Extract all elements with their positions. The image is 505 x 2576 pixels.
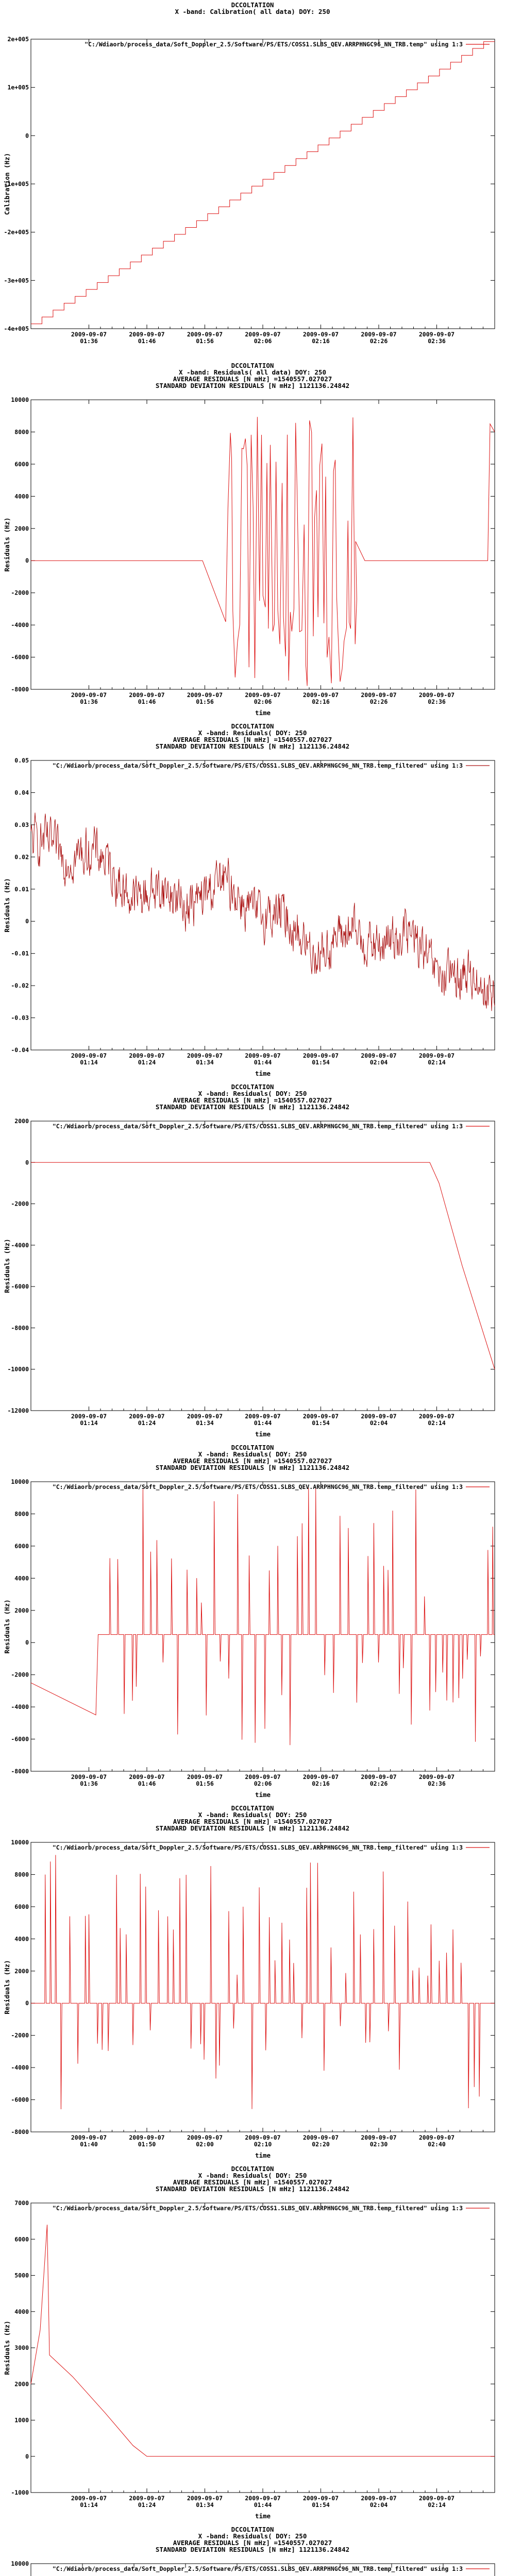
y-tick-label: 0 — [25, 1999, 29, 2007]
x-tick-label: 01:24 — [138, 2501, 156, 2509]
x-tick-label: 2009-09-07 — [129, 331, 165, 338]
x-tick-label: 02:06 — [254, 337, 272, 345]
x-tick-label: 02:36 — [428, 337, 446, 345]
plot-frame — [31, 400, 495, 689]
x-tick-label: 01:14 — [80, 1419, 98, 1427]
x-axis-label: time — [255, 2512, 271, 2520]
y-tick-label: 8000 — [14, 1510, 29, 1518]
x-tick-label: 02:06 — [254, 1780, 272, 1787]
x-tick-label: 2009-09-07 — [418, 2134, 455, 2141]
x-tick-label: 2009-09-07 — [302, 1773, 339, 1781]
y-tick-label: 0 — [25, 918, 29, 925]
y-tick-label: 2000 — [14, 1117, 29, 1125]
chart-title-line: X -band: Residuals( DOY: 250 — [198, 2172, 307, 2179]
x-tick-label: 01:44 — [254, 1419, 272, 1427]
x-tick-label: 2009-09-07 — [245, 2495, 281, 2502]
chart-title-line: DCCOLTATION — [231, 2526, 274, 2533]
legend-label: "C:/Wdiaorb/process_data/Soft_Doppler_2.5/Software/PS/ETS/COSS1.SLBS_QEV.ARRPHNGC96_NN_TRB.temp_filtered" using 1:3 — [52, 762, 463, 769]
y-tick-label: -1000 — [11, 2489, 29, 2496]
series-line — [31, 417, 495, 686]
chart-title-line: AVERAGE RESIDUALS [N mHz] =1540557.027027 — [173, 2178, 332, 2186]
y-tick-label: -8000 — [11, 1768, 29, 1775]
x-tick-label: 2009-09-07 — [418, 1773, 455, 1781]
chart-svg-8 — [0, 2524, 505, 2576]
x-tick-label: 01:56 — [196, 698, 214, 705]
chart-panel-7 — [0, 2164, 505, 2524]
x-tick-label: 2009-09-07 — [129, 2134, 165, 2141]
y-tick-label: -2000 — [11, 1200, 29, 1208]
y-tick-label: 0.02 — [14, 853, 29, 861]
x-tick-label: 01:34 — [196, 1419, 214, 1427]
chart-title-line: STANDARD DEVIATION RESIDUALS [N mHz] 1121136.24842 — [155, 382, 350, 389]
y-tick-label: -6000 — [11, 653, 29, 661]
x-tick-label: 02:20 — [312, 2141, 330, 2148]
chart-title-line: AVERAGE RESIDUALS [N mHz] =1540557.027027 — [173, 1096, 332, 1104]
x-tick-label: 01:24 — [138, 1419, 156, 1427]
chart-panel-4 — [0, 1082, 505, 1443]
y-tick-label: 0.04 — [14, 789, 29, 796]
x-tick-label: 01:36 — [80, 337, 98, 345]
x-tick-label: 2009-09-07 — [302, 691, 339, 699]
y-tick-label: 0.03 — [14, 821, 29, 828]
y-tick-label: 10000 — [11, 2560, 29, 2567]
chart-panel-1 — [0, 0, 505, 361]
x-tick-label: 01:36 — [80, 698, 98, 705]
y-tick-label: -8000 — [11, 686, 29, 693]
chart-title-line: STANDARD DEVIATION RESIDUALS [N mHz] 1121136.24842 — [155, 2546, 350, 2553]
x-tick-label: 01:14 — [80, 2501, 98, 2509]
y-tick-label: 4000 — [14, 1935, 29, 1943]
y-tick-label: 8000 — [14, 1871, 29, 1878]
y-axis-label: Residuals (Hz) — [3, 1960, 11, 2014]
legend-label: "C:/Wdiaorb/process_data/Soft_Doppler_2.5/Software/PS/ETS/COSS1.SLBS_QEV.ARRPHNGC96_NN_TRB.temp" using 1:3 — [85, 41, 463, 48]
chart-title-line: STANDARD DEVIATION RESIDUALS [N mHz] 1121136.24842 — [155, 742, 350, 750]
x-tick-label: 2009-09-07 — [71, 1052, 107, 1059]
x-tick-label: 01:44 — [254, 1059, 272, 1066]
y-tick-label: 8000 — [14, 428, 29, 436]
y-tick-label: -4000 — [11, 2064, 29, 2072]
x-tick-label: 2009-09-07 — [187, 1413, 223, 1420]
y-tick-label: 10000 — [11, 396, 29, 403]
x-tick-label: 01:56 — [196, 1780, 214, 1787]
y-tick-label: 6000 — [14, 1542, 29, 1550]
y-tick-label: -2e+005 — [4, 228, 29, 236]
x-tick-label: 02:10 — [254, 2141, 272, 2148]
x-tick-label: 2009-09-07 — [71, 691, 107, 699]
x-tick-label: 2009-09-07 — [302, 1052, 339, 1059]
y-tick-label: 0.05 — [14, 757, 29, 764]
plot-frame — [31, 760, 495, 1050]
x-tick-label: 2009-09-07 — [71, 1773, 107, 1781]
y-tick-label: -6000 — [11, 2096, 29, 2104]
y-tick-label: 1000 — [14, 2416, 29, 2424]
x-tick-label: 01:34 — [196, 1059, 214, 1066]
y-tick-label: 10000 — [11, 1839, 29, 1846]
chart-title-line: DCCOLTATION — [231, 1444, 274, 1451]
x-axis-label: time — [255, 1070, 271, 1077]
legend-label: "C:/Wdiaorb/process_data/Soft_Doppler_2.5/Software/PS/ETS/COSS1.SLBS_QEV.ARRPHNGC96_NN_TRB.temp_filtered" using 1:3 — [52, 1844, 463, 1851]
y-tick-label: -2000 — [11, 2031, 29, 2039]
y-tick-label: 2000 — [14, 1967, 29, 1975]
plot-frame — [31, 1121, 495, 1411]
plot-frame — [31, 2203, 495, 2493]
x-tick-label: 2009-09-07 — [418, 331, 455, 338]
chart-title-line: X -band: Residuals( DOY: 250 — [198, 1450, 307, 1458]
y-axis-label: Residuals (Hz) — [3, 1239, 11, 1293]
series-line — [31, 1855, 495, 2110]
y-tick-label: -4000 — [11, 1703, 29, 1711]
x-tick-label: 02:16 — [312, 698, 330, 705]
y-tick-label: -6000 — [11, 1735, 29, 1743]
x-tick-label: 02:14 — [428, 2501, 446, 2509]
x-tick-label: 2009-09-07 — [187, 2134, 223, 2141]
x-tick-label: 01:24 — [138, 1059, 156, 1066]
x-tick-label: 2009-09-07 — [187, 1773, 223, 1781]
chart-svg-5 — [0, 1443, 505, 1803]
chart-panel-2 — [0, 361, 505, 721]
x-tick-label: 02:26 — [369, 698, 388, 705]
y-tick-label: -8000 — [11, 1324, 29, 1332]
x-tick-label: 2009-09-07 — [361, 331, 397, 338]
x-tick-label: 01:46 — [138, 1780, 156, 1787]
x-tick-label: 01:54 — [312, 1059, 330, 1066]
series-line — [31, 2225, 495, 2456]
x-tick-label: 01:36 — [80, 1780, 98, 1787]
x-tick-label: 2009-09-07 — [71, 331, 107, 338]
y-tick-label: 2e+005 — [7, 36, 29, 43]
x-tick-label: 2009-09-07 — [187, 2495, 223, 2502]
x-tick-label: 02:36 — [428, 1780, 446, 1787]
chart-title-line: STANDARD DEVIATION RESIDUALS [N mHz] 1121136.24842 — [155, 2185, 350, 2193]
y-tick-label: 4000 — [14, 1574, 29, 1582]
x-tick-label: 02:04 — [369, 1419, 388, 1427]
x-axis-label: time — [255, 1791, 271, 1799]
y-tick-label: -1e+005 — [4, 180, 29, 188]
y-axis-label: Residuals (Hz) — [3, 517, 11, 572]
x-tick-label: 2009-09-07 — [418, 691, 455, 699]
chart-svg-1 — [0, 0, 505, 361]
y-tick-label: 0 — [25, 1159, 29, 1166]
x-tick-label: 2009-09-07 — [418, 1413, 455, 1420]
chart-title-line: DCCOLTATION — [231, 1, 274, 9]
legend-label: "C:/Wdiaorb/process_data/Soft_Doppler_2.5/Software/PS/ETS/COSS1.SLBS_QEV.ARRPHNGC96_NN_TRB.temp_filtered" using 1:3 — [52, 2205, 463, 2212]
chart-title-line: DCCOLTATION — [231, 1804, 274, 1812]
y-tick-label: -4000 — [11, 1241, 29, 1249]
x-tick-label: 2009-09-07 — [129, 1052, 165, 1059]
x-axis-label: time — [255, 1430, 271, 1438]
x-tick-label: 2009-09-07 — [71, 1413, 107, 1420]
chart-title-line: STANDARD DEVIATION RESIDUALS [N mHz] 1121136.24842 — [155, 1103, 350, 1111]
chart-title-line: DCCOLTATION — [231, 2165, 274, 2173]
x-tick-label: 01:46 — [138, 337, 156, 345]
legend-label: "C:/Wdiaorb/process_data/Soft_Doppler_2.5/Software/PS/ETS/COSS1.SLBS_QEV.ARRPHNGC96_NN_TRB.temp_filtered" using 1:3 — [52, 1483, 463, 1490]
y-tick-label: 2000 — [14, 524, 29, 532]
y-tick-label: 2000 — [14, 2380, 29, 2388]
x-tick-label: 2009-09-07 — [71, 2134, 107, 2141]
y-tick-label: -4000 — [11, 621, 29, 629]
x-tick-label: 2009-09-07 — [418, 2495, 455, 2502]
plot-frame — [31, 1842, 495, 2132]
y-tick-label: -0.02 — [11, 982, 29, 990]
x-tick-label: 02:26 — [369, 1780, 388, 1787]
y-tick-label: 0 — [25, 1639, 29, 1647]
x-tick-label: 2009-09-07 — [302, 2134, 339, 2141]
x-tick-label: 2009-09-07 — [129, 1773, 165, 1781]
y-tick-label: -12000 — [7, 1407, 29, 1414]
x-tick-label: 01:14 — [80, 1059, 98, 1066]
x-tick-label: 02:16 — [312, 337, 330, 345]
chart-title-line: X -band: Residuals( DOY: 250 — [198, 1811, 307, 1819]
x-tick-label: 01:40 — [80, 2141, 98, 2148]
y-tick-label: 4000 — [14, 493, 29, 500]
y-tick-label: 0.01 — [14, 885, 29, 893]
chart-title-line: STANDARD DEVIATION RESIDUALS [N mHz] 1121136.24842 — [155, 1824, 350, 1832]
chart-svg-4 — [0, 1082, 505, 1443]
y-tick-label: 1e+005 — [7, 83, 29, 91]
chart-svg-2 — [0, 361, 505, 721]
x-tick-label: 2009-09-07 — [361, 691, 397, 699]
x-tick-label: 2009-09-07 — [187, 1052, 223, 1059]
y-tick-label: 6000 — [14, 1903, 29, 1910]
x-tick-label: 02:06 — [254, 698, 272, 705]
y-tick-label: -4e+005 — [4, 325, 29, 332]
x-axis-label: time — [255, 2151, 271, 2159]
x-tick-label: 2009-09-07 — [187, 331, 223, 338]
x-tick-label: 2009-09-07 — [302, 1413, 339, 1420]
y-tick-label: 7000 — [14, 2199, 29, 2207]
x-tick-label: 2009-09-07 — [361, 1773, 397, 1781]
y-tick-label: 10000 — [11, 1478, 29, 1485]
x-tick-label: 2009-09-07 — [245, 331, 281, 338]
x-tick-label: 2009-09-07 — [361, 1052, 397, 1059]
y-tick-label: -2000 — [11, 589, 29, 597]
y-tick-label: 4000 — [14, 2308, 29, 2315]
x-tick-label: 2009-09-07 — [245, 691, 281, 699]
y-tick-label: 6000 — [14, 2235, 29, 2243]
x-tick-label: 2009-09-07 — [187, 691, 223, 699]
series-line — [31, 1488, 495, 1745]
x-tick-label: 01:56 — [196, 337, 214, 345]
chart-title-line: X -band: Calibration( all data) DOY: 250 — [175, 8, 330, 15]
y-tick-label: -8000 — [11, 2128, 29, 2136]
chart-panel-5 — [0, 1443, 505, 1803]
series-line — [31, 1162, 495, 1369]
x-tick-label: 02:26 — [369, 337, 388, 345]
x-tick-label: 2009-09-07 — [129, 1413, 165, 1420]
x-tick-label: 02:00 — [196, 2141, 214, 2148]
series-line — [31, 812, 495, 1011]
x-tick-label: 2009-09-07 — [302, 331, 339, 338]
x-tick-label: 2009-09-07 — [361, 1413, 397, 1420]
y-tick-label: -2000 — [11, 1671, 29, 1679]
y-tick-label: -0.03 — [11, 1014, 29, 1022]
y-tick-label: 0 — [25, 2452, 29, 2460]
chart-title-line: X -band: Residuals( DOY: 250 — [198, 2532, 307, 2540]
x-tick-label: 2009-09-07 — [361, 2134, 397, 2141]
x-tick-label: 2009-09-07 — [129, 691, 165, 699]
x-tick-label: 02:36 — [428, 698, 446, 705]
chart-title-line: DCCOLTATION — [231, 1083, 274, 1091]
y-axis-label: Residuals (Hz) — [3, 2320, 11, 2375]
y-axis-label: Residuals (Hz) — [3, 878, 11, 933]
y-tick-label: -6000 — [11, 1283, 29, 1291]
x-tick-label: 2009-09-07 — [418, 1052, 455, 1059]
x-tick-label: 01:46 — [138, 698, 156, 705]
y-tick-label: -0.01 — [11, 950, 29, 957]
chart-title-line: AVERAGE RESIDUALS [N mHz] =1540557.027027 — [173, 1818, 332, 1825]
x-tick-label: 01:54 — [312, 1419, 330, 1427]
x-tick-label: 02:30 — [369, 2141, 388, 2148]
x-tick-label: 2009-09-07 — [245, 2134, 281, 2141]
x-tick-label: 02:04 — [369, 2501, 388, 2509]
chart-title-line: X -band: Residuals( all data) DOY: 250 — [179, 368, 326, 376]
x-tick-label: 01:34 — [196, 2501, 214, 2509]
chart-title-line: DCCOLTATION — [231, 362, 274, 369]
y-tick-label: 0 — [25, 132, 29, 140]
x-tick-label: 2009-09-07 — [129, 2495, 165, 2502]
legend-label: "C:/Wdiaorb/process_data/Soft_Doppler_2.5/Software/PS/ETS/COSS1.SLBS_QEV.ARRPHNGC96_NN_TRB.temp_filtered" using 1:3 — [52, 1123, 463, 1130]
x-tick-label: 2009-09-07 — [245, 1773, 281, 1781]
y-tick-label: -3e+005 — [4, 277, 29, 284]
chart-panel-3 — [0, 721, 505, 1082]
y-tick-label: 0 — [25, 557, 29, 565]
chart-title-line: AVERAGE RESIDUALS [N mHz] =1540557.027027 — [173, 736, 332, 743]
y-tick-label: -0.04 — [11, 1046, 29, 1054]
y-tick-label: 5000 — [14, 2272, 29, 2279]
x-tick-label: 02:04 — [369, 1059, 388, 1066]
x-tick-label: 01:50 — [138, 2141, 156, 2148]
x-tick-label: 02:14 — [428, 1059, 446, 1066]
x-tick-label: 01:44 — [254, 2501, 272, 2509]
y-tick-label: 6000 — [14, 460, 29, 468]
x-tick-label: 01:54 — [312, 2501, 330, 2509]
chart-title-line: STANDARD DEVIATION RESIDUALS [N mHz] 1121136.24842 — [155, 1464, 350, 1471]
chart-title-line: X -band: Residuals( DOY: 250 — [198, 1090, 307, 1097]
x-tick-label: 2009-09-07 — [245, 1413, 281, 1420]
x-tick-label: 02:14 — [428, 1419, 446, 1427]
x-tick-label: 2009-09-07 — [302, 2495, 339, 2502]
x-tick-label: 02:40 — [428, 2141, 446, 2148]
y-axis-label: Residuals (Hz) — [3, 1599, 11, 1654]
chart-panel-6 — [0, 1803, 505, 2164]
chart-title-line: AVERAGE RESIDUALS [N mHz] =1540557.027027 — [173, 2539, 332, 2547]
x-tick-label: 2009-09-07 — [245, 1052, 281, 1059]
y-tick-label: 3000 — [14, 2344, 29, 2351]
x-tick-label: 2009-09-07 — [71, 2495, 107, 2502]
x-axis-label: time — [255, 709, 271, 717]
chart-panel-8 — [0, 2524, 505, 2576]
chart-svg-7 — [0, 2164, 505, 2524]
x-tick-label: 2009-09-07 — [361, 2495, 397, 2502]
chart-title-line: AVERAGE RESIDUALS [N mHz] =1540557.027027 — [173, 375, 332, 383]
chart-svg-6 — [0, 1803, 505, 2164]
chart-title-line: DCCOLTATION — [231, 722, 274, 730]
y-tick-label: -10000 — [7, 1365, 29, 1373]
y-axis-label: Calibration (Hz) — [3, 152, 11, 215]
legend-label: "C:/Wdiaorb/process_data/Soft_Doppler_2.5/Software/PS/ETS/COSS1.SLBS_QEV.ARRPHNGC96_NN_TRB.temp_filtered" using 1:3 — [52, 2565, 463, 2572]
chart-title-line: X -band: Residuals( DOY: 250 — [198, 729, 307, 737]
chart-svg-3 — [0, 721, 505, 1082]
chart-title-line: AVERAGE RESIDUALS [N mHz] =1540557.027027 — [173, 1457, 332, 1465]
y-tick-label: 2000 — [14, 1606, 29, 1614]
series-line — [31, 42, 495, 324]
x-tick-label: 02:16 — [312, 1780, 330, 1787]
